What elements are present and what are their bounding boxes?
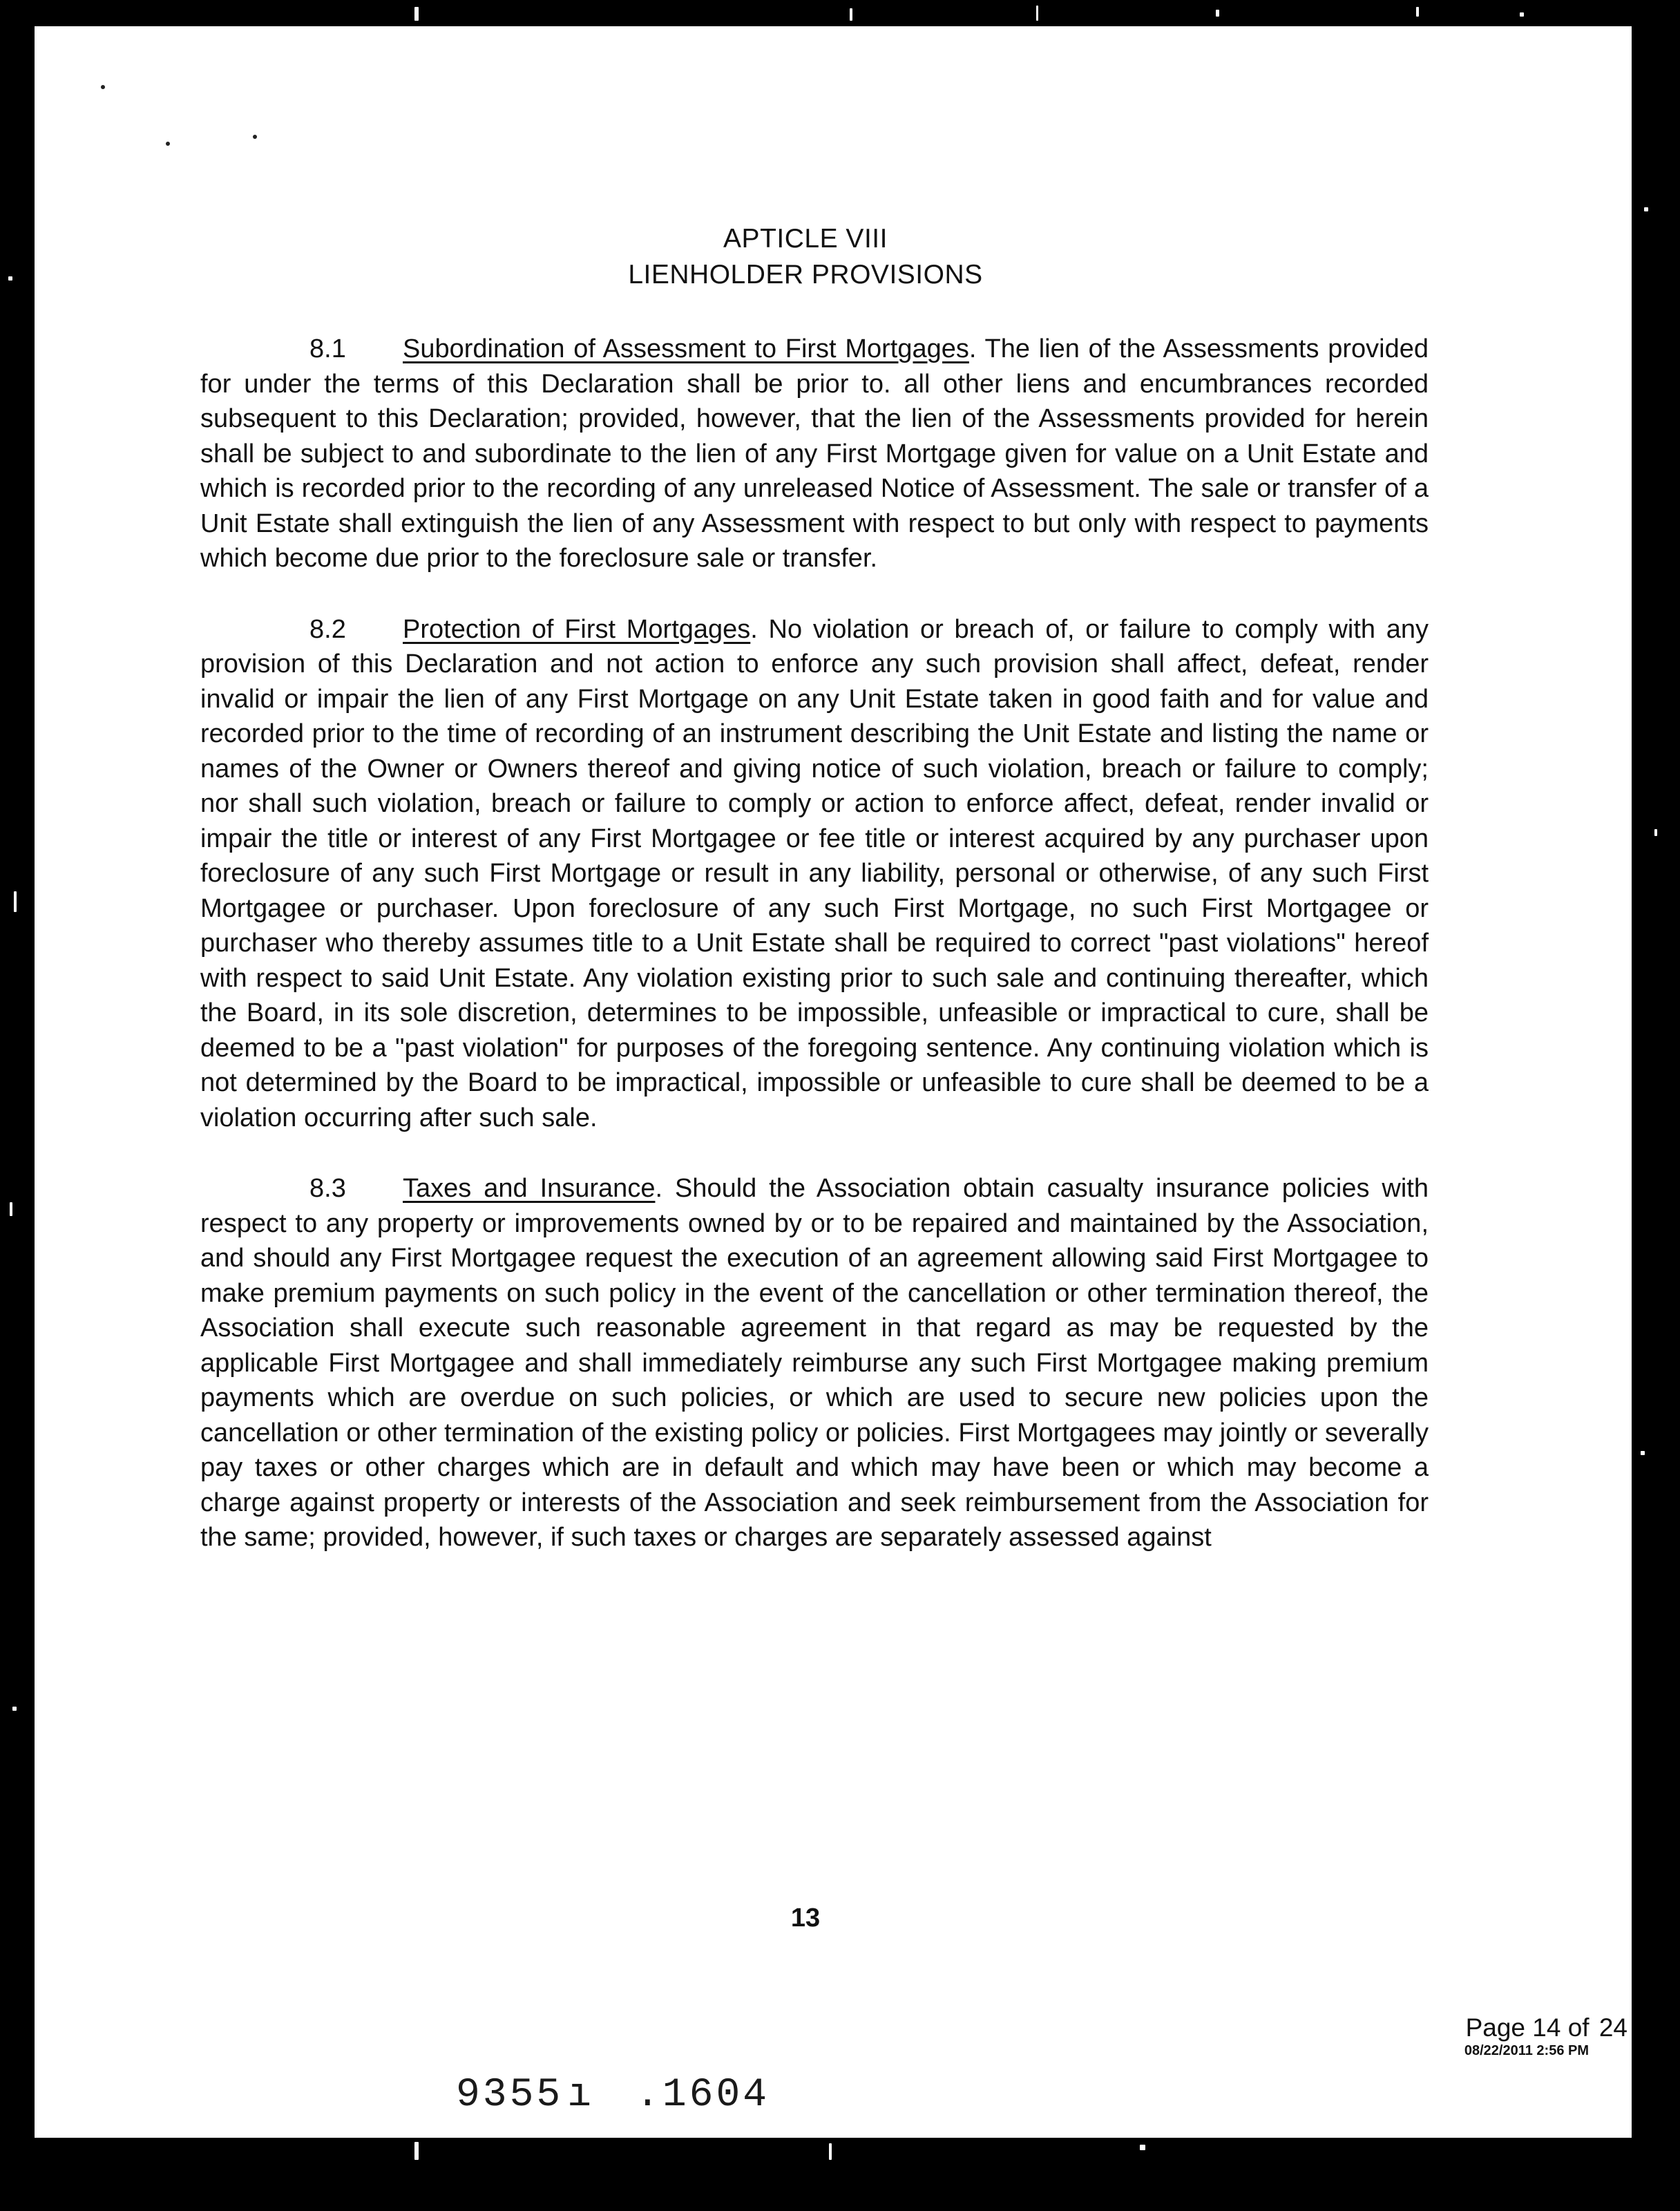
stray-mark: [253, 135, 257, 139]
article-title: LIENHOLDER PROVISIONS: [628, 260, 983, 290]
section-title: Taxes and Insurance: [403, 1174, 656, 1203]
book-page-number: .1604: [636, 2073, 770, 2118]
article-heading: APTICLE VIII: [723, 224, 888, 254]
stray-mark: [166, 142, 170, 146]
section-8-1: [200, 332, 1429, 576]
stray-mark: [101, 85, 105, 89]
section-text: . Should the Association obtain casualty insurance policies with respect to any property or improvements owned by or to be repaired and maintained by the Association, and should any First Mortgagee request the execution of an agreement allowing said First Mortgagee to make premium payments on such policy in the event of the cancellation or other termination thereof, the Association shall execute such reasonable agreement in that regard as may be requested by the applicable First Mortgagee and shall immediately reimburse any such First Mortgagee making premium payments which are overdue on such policies, or which are used to secure new policies upon the cancellation or other termination of the existing policy or policies. First Mortgagees may jointly or severally pay taxes or other charges which are in default and which may have been or which may become a charge against property or interests of the Association and seek reimbursement from the Association for the same; provided, however, if such taxes or charges are separately assessed against: [200, 1174, 1429, 1552]
section-text: . No violation or breach of, or failure to comply with any provision of this Declaration and not action to enforce any such provision shall affect, defeat, render invalid or impair the lien of any First Mortgage on any Unit Estate taken in good faith and for value and recorded prior to the time of recording of an instrument describing the Unit Estate and listing the name or names of the Owner or Owners thereof and giving notice of such violation, breach or failure to comply; nor shall such violation, breach or failure to comply or action to enforce affect, defeat, render invalid or impair the title or interest of any First Mortgagee or fee title or interest acquired by any purchaser upon foreclosure of any such First Mortgage or result in any liability, personal or otherwise, of any such First Mortgagee or purchaser. Upon foreclosure of any such First Mortgage, no such First Mortgagee or purchaser who thereby assumes title to a Unit Estate shall be required to correct "past violations" hereof with respect to said Unit Estate. Any violation existing prior to such sale and continuing thereafter, which the Board, in its sole discretion, determines to be impossible, unfeasible or impractical to cure, shall be deemed to be a "past violation" for purposes of the foregoing sentence. Any continuing violation which is not determined by the Board to be impractical, impossible or unfeasible to cure shall be deemed to be a violation occurring after such sale.: [200, 614, 1429, 1132]
section-8-2: [200, 612, 1429, 1136]
section-text: . The lien of the Assessments provided for under the terms of this Declaration shall be prior to. all other liens and encumbrances recorded subsequent to this Declaration; provided, however, that the lien of the Assessments provided for herein shall be subject to and subordinate to the lien of any First Mortgage given for value on a Unit Estate and which is recorded prior to the recording of any unreleased Notice of Assessment. The sale or transfer of a Unit Estate shall extinguish the lien of any Assessment with respect to but only with respect to payments which become due prior to the foreclosure sale or transfer.: [200, 334, 1429, 573]
document-body: [200, 332, 1429, 1591]
stamp-datetime: 08/22/2011 2:56 PM: [1464, 2043, 1589, 2058]
page-label: Page 14 of: [1465, 2013, 1590, 2042]
page-total: 24: [1596, 2014, 1630, 2042]
book-page-stamp: [456, 2073, 770, 2118]
section-number: 8.2: [309, 614, 346, 644]
book-number: 9355: [456, 2073, 564, 2118]
section-number: 8.1: [309, 334, 346, 363]
page-number: 13: [790, 1904, 821, 1933]
section-title: Subordination of Assessment to First Mortgages: [403, 334, 969, 363]
section-number: 8.3: [309, 1174, 346, 1203]
section-8-3: [200, 1171, 1429, 1555]
page-stamp: [1423, 2014, 1630, 2060]
section-title: Protection of First Mortgages: [403, 614, 751, 644]
book-separator: ı: [567, 2073, 595, 2118]
